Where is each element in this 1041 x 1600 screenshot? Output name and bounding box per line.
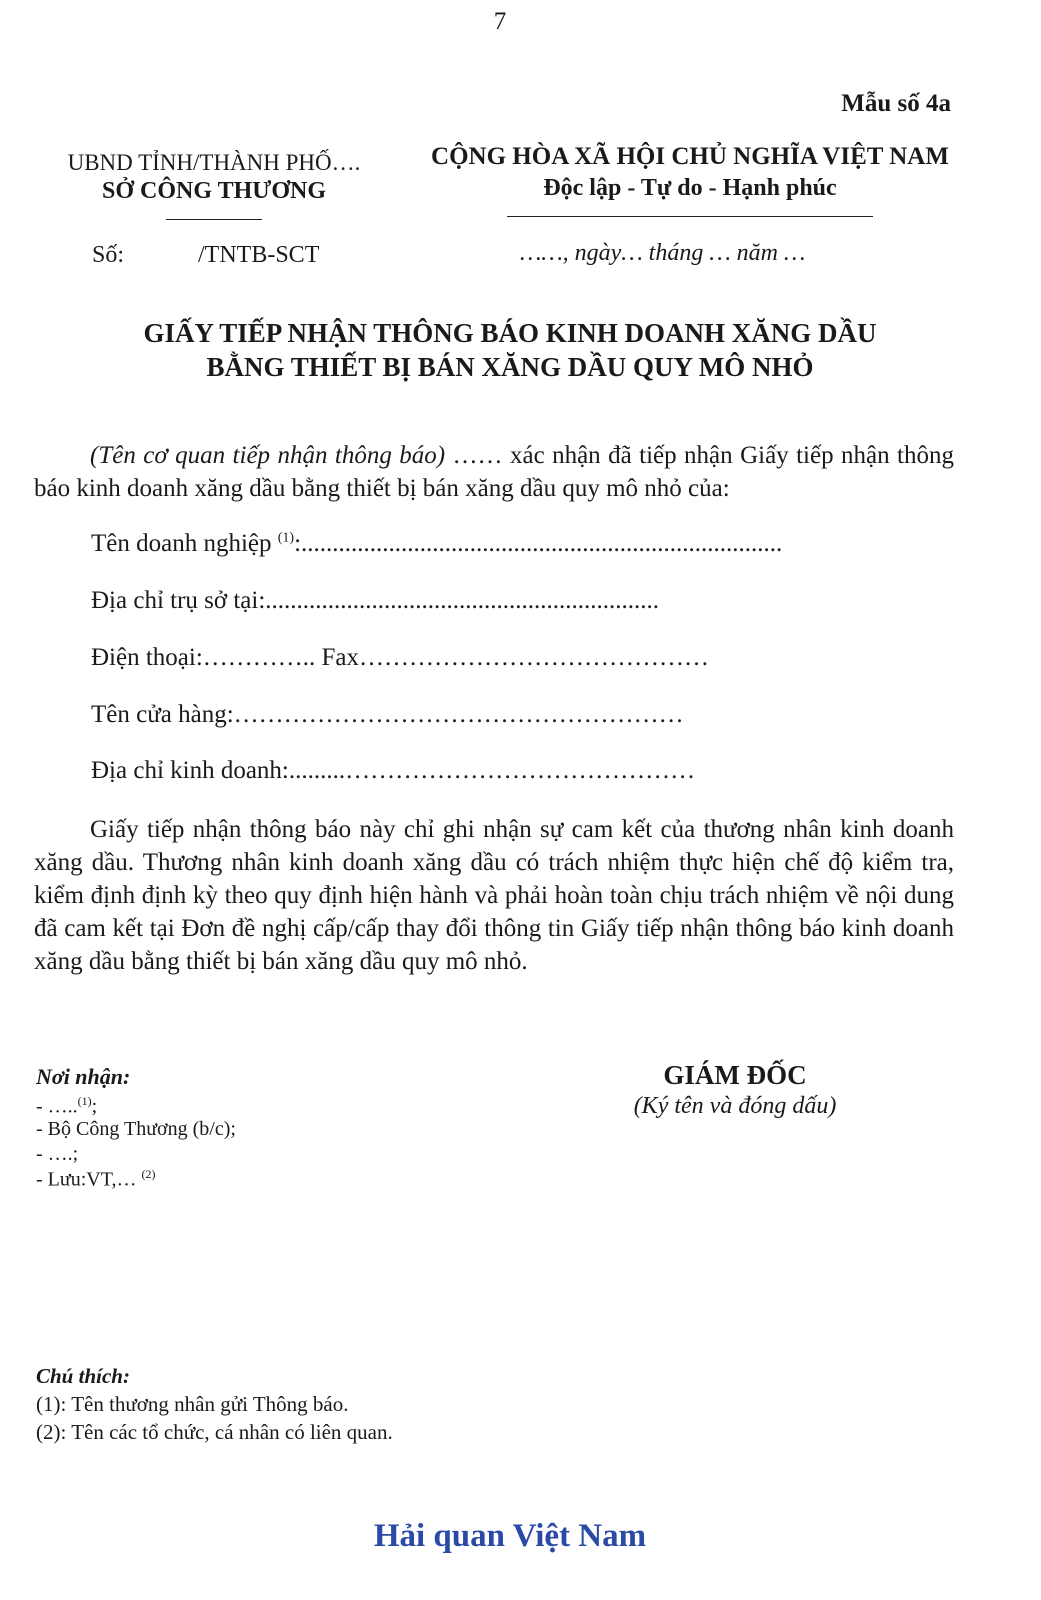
- intro-text: …… xác nhận đã tiếp nhận Giấy tiếp nhận thông báo kinh doanh xăng dầu bằng thiết bị bán xăng dầu quy mô nhỏ của:: [34, 442, 954, 502]
- company-name-label: Tên doanh nghiệp: [91, 530, 272, 557]
- page-number: 7: [493, 8, 507, 35]
- head-office-address-field: Địa chỉ trụ sở tại:...............................................................: [91, 587, 660, 614]
- authority-divider: [166, 219, 262, 220]
- date-line: ……, ngày… tháng … năm …: [520, 240, 806, 266]
- form-code: Mẫu số 4a: [841, 90, 951, 117]
- signer-role: GIÁM ĐỐC: [663, 1060, 807, 1090]
- national-header: [412, 143, 968, 217]
- number-suffix: /TNTB-SCT: [198, 242, 320, 268]
- commitment-paragraph: Giấy tiếp nhận thông báo này chỉ ghi nhận sự cam kết của thương nhân kinh doanh xăng dầu. Thương nhân kinh doanh xăng dầu có trách nhiệm thực hiện chế độ kiểm tra, kiểm định định kỳ theo quy định hiện hành và phải hoàn toàn chịu trách nhiệm về nội dung đã cam kết tại Đơn đề nghị cấp/cấp thay đổi thông tin Giấy tiếp nhận thông báo kinh doanh xăng dầu bằng thiết bị bán xăng dầu quy mô nhỏ.: [34, 816, 954, 975]
- recipient-4-text: - Lưu:VT,…: [36, 1168, 142, 1191]
- intro-paragraph: [34, 439, 954, 505]
- recipients-title: Nơi nhận:: [36, 1064, 131, 1089]
- notes-title: Chú thích:: [36, 1364, 130, 1388]
- authority-department: SỞ CÔNG THƯƠNG: [101, 178, 327, 204]
- document-title: [60, 316, 960, 384]
- recipient-item-3: - ….;: [36, 1143, 79, 1165]
- note-2: (2): Tên các tổ chức, cá nhân có liên quan.: [36, 1420, 393, 1444]
- motto-divider: [507, 216, 873, 217]
- watermark: Hải quan Việt Nam: [373, 1518, 647, 1554]
- company-name-field: [91, 530, 782, 558]
- note-1: (1): Tên thương nhân gửi Thông báo.: [36, 1392, 349, 1416]
- country-name: CỘNG HÒA XÃ HỘI CHỦ NGHĨA VIỆT NAM: [431, 143, 949, 170]
- business-address-field: Địa chỉ kinh doanh:.........……………………………………: [91, 757, 696, 784]
- issuing-authority: [44, 150, 384, 220]
- signature-instruction: (Ký tên và đóng dấu): [633, 1093, 837, 1119]
- number-label: Số:: [92, 242, 125, 268]
- authority-province: UBND TỈNH/THÀNH PHỐ….: [67, 150, 361, 175]
- recipient-1-tail: ;: [91, 1095, 98, 1118]
- recipient-1-footnote: (1): [77, 1094, 92, 1108]
- title-line-1: GIẤY TIẾP NHẬN THÔNG BÁO KINH DOANH XĂNG DẦU: [143, 318, 877, 348]
- title-line-2: BẰNG THIẾT BỊ BÁN XĂNG DẦU QUY MÔ NHỎ: [206, 352, 814, 382]
- recipient-item-2: - Bộ Công Thương (b/c);: [36, 1118, 236, 1140]
- recipient-4-footnote: (2): [141, 1167, 156, 1181]
- recipient-item-4: [36, 1167, 155, 1192]
- footnote-1-marker: (1): [277, 530, 295, 546]
- recipient-item-1: [36, 1094, 97, 1119]
- intro-agency-placeholder: (Tên cơ quan tiếp nhận thông báo): [90, 442, 446, 469]
- document-number: [92, 242, 319, 269]
- phone-fax-field: Điện thoại:………….. Fax……………………………………: [91, 644, 710, 671]
- recipient-1-text: - …..: [36, 1095, 78, 1118]
- company-name-dots: :.............................................................................: [294, 530, 783, 557]
- national-motto: Độc lập - Tự do - Hạnh phúc: [543, 175, 837, 201]
- store-name-field: Tên cửa hàng:………………………………………………: [91, 701, 684, 728]
- signature-block: [590, 1060, 880, 1120]
